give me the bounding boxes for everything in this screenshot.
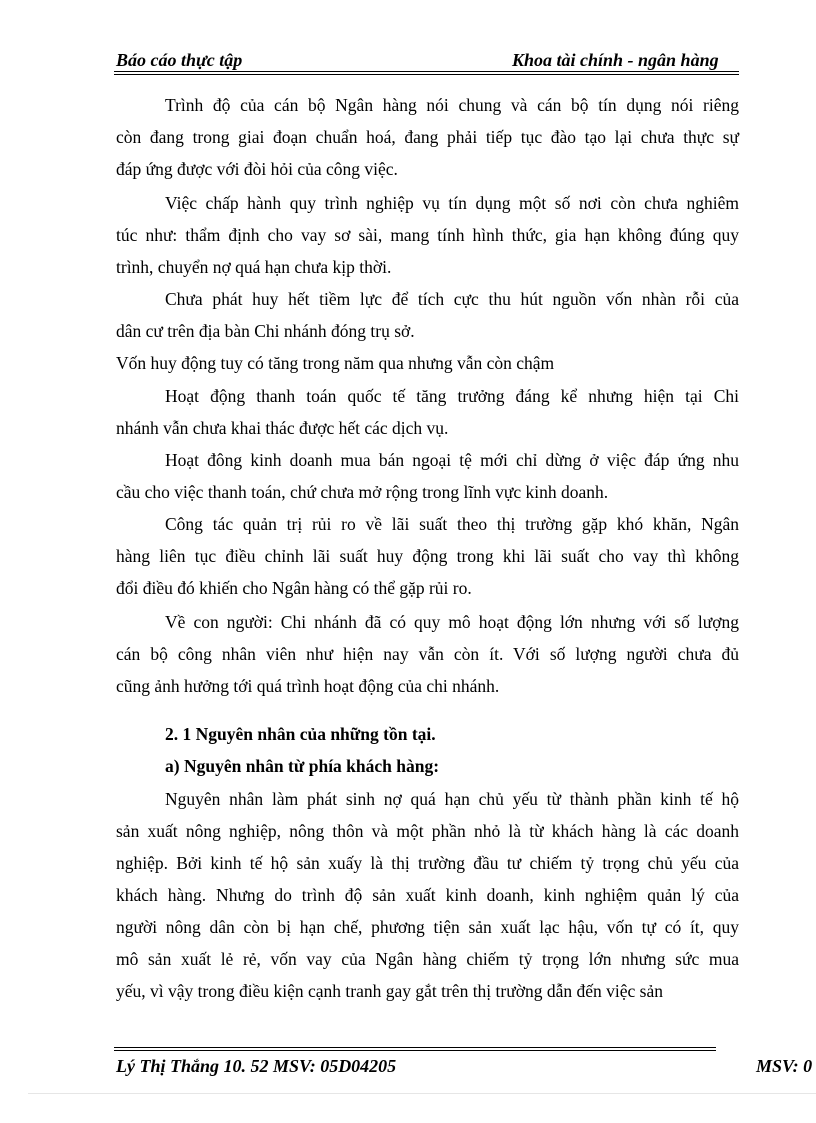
paragraph-line: cầu cho việc thanh toán, chứ chưa mở rộng trong lĩnh vực kinh doanh. <box>116 482 609 502</box>
footer-rule-double <box>114 1050 716 1051</box>
paragraph-line: Nguyên nhân làm phát sinh nợ quá hạn chủ yếu từ thành phần kinh tế hộ <box>165 789 739 809</box>
paragraph-line: Việc chấp hành quy trình nghiệp vụ tín dụng một số nơi còn chưa nghiêm <box>165 193 739 213</box>
paragraph-line: khách hàng. Nhưng do trình độ sản xuất kinh doanh, kinh nghiệm quản lý của <box>116 885 739 905</box>
paragraph-line: Vốn huy động tuy có tăng trong năm qua nhưng vẫn còn chậm <box>116 353 555 373</box>
paragraph-line: Hoạt đông kinh doanh mua bán ngoại tệ mới chỉ dừng ở việc đáp ứng nhu <box>165 450 739 470</box>
paragraph-line: Chưa phát huy hết tiềm lực để tích cực thu hút nguồn vốn nhàn rỗi của <box>165 289 739 309</box>
paragraph-line: đổi điều đó khiến cho Ngân hàng có thể gặp rủi ro. <box>116 578 472 598</box>
header-right-title: Khoa tài chính - ngân hàng <box>512 50 719 70</box>
header-rule <box>114 71 739 72</box>
paragraph-line: cán bộ công nhân viên như hiện nay vẫn còn ít. Với số lượng người chưa đủ <box>116 644 739 664</box>
footer-author: Lý Thị Thắng 10. 52 MSV: 05D04205 <box>116 1056 397 1076</box>
subsection-heading: a) Nguyên nhân từ phía khách hàng: <box>165 756 440 776</box>
footer-student-id: MSV: 0 <box>756 1056 813 1076</box>
paragraph-line: Về con người: Chi nhánh đã có quy mô hoạt động lớn nhưng với số lượng <box>165 612 739 632</box>
paragraph-line: nghiệp. Bởi kinh tế hộ sản xuấy là thị trường đầu tư chiếm tỷ trọng chủ yếu của <box>116 853 739 873</box>
paragraph-line: đáp ứng được với đòi hỏi của công việc. <box>116 159 398 179</box>
paragraph-line: dân cư trên địa bàn Chi nhánh đóng trụ sở. <box>116 321 415 341</box>
page-bottom-edge <box>28 1093 816 1094</box>
paragraph-line: Công tác quản trị rủi ro về lãi suất theo thị trường gặp khó khăn, Ngân <box>165 514 739 534</box>
header-rule-double <box>114 74 739 75</box>
paragraph-line: người nông dân còn bị hạn chế, phương tiện sản xuất lạc hậu, vốn tự có ít, quy <box>116 917 739 937</box>
paragraph-line: yếu, vì vậy trong điều kiện cạnh tranh gay gắt trên thị trường dẫn đến việc sản <box>116 981 663 1001</box>
paragraph-line: nhánh vẫn chưa khai thác được hết các dịch vụ. <box>116 418 449 438</box>
footer-rule <box>114 1047 716 1048</box>
paragraph-line: sản xuất nông nghiệp, nông thôn và một phần nhỏ là từ khách hàng là các doanh <box>116 821 739 841</box>
header-left-title: Báo cáo thực tập <box>116 50 243 70</box>
paragraph-line: còn đang trong giai đoạn chuẩn hoá, đang phải tiếp tục đào tạo lại chưa thực sự <box>116 127 739 147</box>
paragraph-line: túc như: thẩm định cho vay sơ sài, mang tính hình thức, gia hạn không đúng quy <box>116 225 739 245</box>
paragraph-line: mô sản xuất lẻ rẻ, vốn vay của Ngân hàng chiếm tỷ trọng lớn nhưng sức mua <box>116 949 739 969</box>
paragraph-line: trình, chuyển nợ quá hạn chưa kịp thời. <box>116 257 392 277</box>
section-heading: 2. 1 Nguyên nhân của những tồn tại. <box>165 724 436 744</box>
paragraph-line: Hoạt động thanh toán quốc tế tăng trưởng đáng kể nhưng hiện tại Chi <box>165 386 739 406</box>
paragraph-line: hàng liên tục điều chỉnh lãi suất huy động trong khi lãi suất cho vay thì không <box>116 546 739 566</box>
paragraph-line: Trình độ của cán bộ Ngân hàng nói chung và cán bộ tín dụng nói riêng <box>165 95 739 115</box>
paragraph-line: cũng ảnh hưởng tới quá trình hoạt động của chi nhánh. <box>116 676 500 696</box>
